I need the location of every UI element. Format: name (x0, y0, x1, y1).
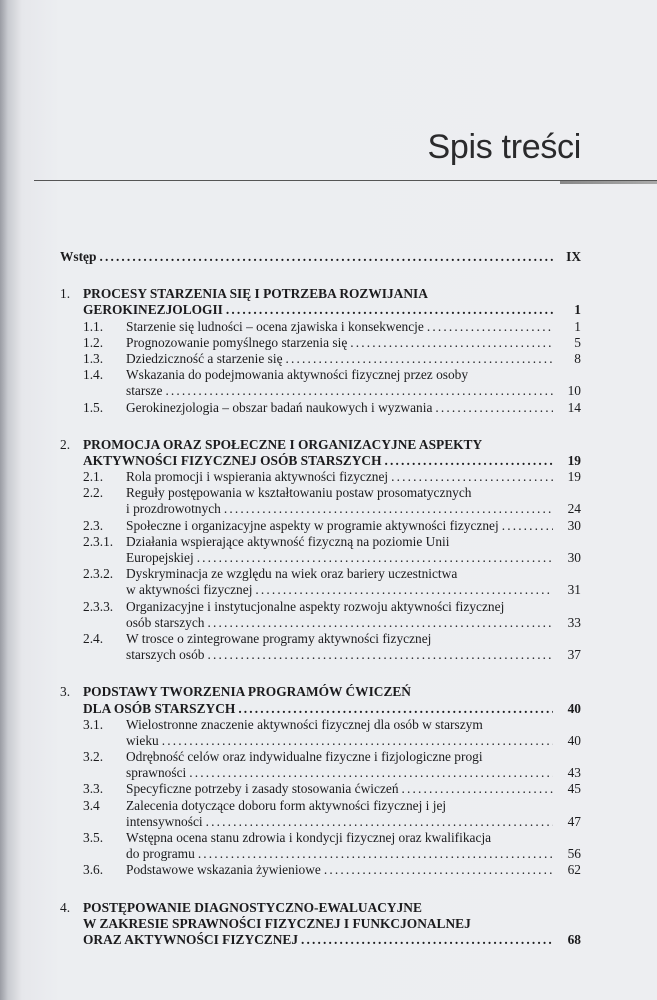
dot-leader (427, 319, 553, 335)
toc-entry-title: Europejskiej (126, 550, 194, 565)
dot-leader (197, 550, 553, 566)
toc-entry-page: 1 (574, 318, 581, 334)
toc-line (60, 566, 581, 582)
toc-entry-title: PROMOCJA ORAZ SPOŁECZNE I ORGANIZACYJNE ASPEKTY (83, 436, 483, 452)
toc-line (60, 814, 581, 830)
dot-leader (207, 615, 553, 631)
toc-entry-title: Działania wspierające aktywność fizyczną na poziomie Unii (126, 533, 450, 549)
toc-entry-number: 2.2. (83, 485, 104, 501)
toc-entry-number (83, 550, 126, 566)
toc-entry-title: do programu (126, 846, 195, 862)
toc-line (60, 286, 581, 302)
dot-leader (255, 582, 553, 598)
toc-entry-number: 1.4. (83, 367, 104, 383)
dot-leader (224, 501, 553, 517)
toc-entry-title: Organizacyjne i instytucjonalne aspekty rozwoju aktywności fizycznej (126, 598, 505, 614)
title-rule-accent (560, 181, 657, 184)
toc-entry-title: intensywności (126, 813, 203, 829)
toc-entry-page: 14 (567, 399, 581, 415)
toc-entry-number: 1.3. (83, 350, 104, 366)
toc-line (60, 400, 581, 416)
toc-entry-number (60, 916, 83, 932)
toc-entry-number (60, 932, 83, 948)
toc-entry-page: 30 (567, 550, 581, 565)
toc-entry-page: 47 (567, 813, 581, 829)
toc-line (60, 437, 581, 453)
toc-entry-title: PODSTAWY TWORZENIA PROGRAMÓW ĆWICZEŃ (83, 684, 411, 700)
toc-entry-number: 2.3. (83, 517, 104, 533)
toc-entry-title: w aktywności fizycznej (126, 582, 253, 598)
toc-entry-number: 2.3.3. (83, 598, 114, 614)
page-title: Spis treści (427, 128, 581, 166)
toc-entry-page: 33 (567, 614, 581, 630)
toc-entry-number: 3. (60, 684, 71, 700)
toc-line (60, 550, 581, 566)
toc-line (60, 631, 581, 647)
toc-entry-page: 10 (567, 383, 581, 399)
toc-entry-title: Reguły postępowania w kształtowaniu postaw prosomatycznych (126, 485, 472, 501)
toc-line (60, 367, 581, 383)
toc-entry-page: 5 (574, 334, 581, 350)
toc-line (60, 453, 581, 469)
toc-entry-number: 2.1. (83, 469, 104, 485)
dot-leader (502, 518, 553, 534)
toc-entry-page: 43 (567, 765, 581, 781)
toc-line (60, 701, 581, 717)
toc-entry-number: 3.4 (83, 797, 100, 813)
toc-entry-number: 3.3. (83, 781, 104, 797)
toc-line (60, 846, 581, 862)
toc-entry-title: Wskazania do podejmowania aktywności fizycznej przez osoby (126, 367, 469, 383)
toc-entry-page: 37 (567, 647, 581, 663)
toc-entry-page: 40 (567, 700, 581, 716)
toc-entry-title: Zalecenia dotyczące doboru form aktywności fizycznej i jej (126, 797, 447, 813)
toc-entry-title: wieku (126, 732, 159, 748)
toc-entry-title: DLA OSÓB STARSZYCH (83, 700, 236, 716)
toc-entry-number (60, 453, 83, 469)
table-of-contents (60, 249, 581, 969)
toc-entry-number (83, 846, 126, 862)
toc-line (60, 599, 581, 615)
toc-entry-number: 3.1. (83, 716, 104, 732)
dot-leader (99, 249, 553, 265)
dot-leader (350, 335, 553, 351)
toc-line (60, 582, 581, 598)
toc-line (60, 717, 581, 733)
toc-line (60, 302, 581, 318)
dot-leader (286, 351, 553, 367)
toc-line (60, 798, 581, 814)
toc-intro (60, 249, 581, 265)
toc-entry-page: 62 (567, 862, 581, 878)
toc-entry-title: ORAZ AKTYWNOŚCI FIZYCZNEJ (83, 931, 299, 947)
toc-entry-page: 19 (567, 469, 581, 485)
dot-leader (206, 814, 553, 830)
toc-chapter-1 (60, 286, 581, 416)
toc-entry-title: W ZAKRESIE SPRAWNOŚCI FIZYCZNEJ I FUNKCJONALNEJ (83, 915, 471, 931)
toc-entry-number (83, 582, 126, 598)
toc-entry-number (83, 647, 126, 663)
toc-entry-number: 3.2. (83, 749, 104, 765)
toc-entry-page: 31 (567, 582, 581, 598)
toc-entry-title: Podstawowe wskazania żywieniowe (126, 862, 321, 878)
toc-entry-title: sprawności (126, 765, 187, 781)
toc-entry-title: starszych osób (126, 647, 205, 663)
toc-line (60, 351, 581, 367)
toc-entry-title: GEROKINEZJOLOGII (83, 302, 223, 318)
toc-line (60, 485, 581, 501)
toc-entry-number (83, 615, 126, 631)
toc-line (60, 383, 581, 399)
toc-entry-number (83, 501, 126, 517)
toc-line (60, 830, 581, 846)
toc-entry-title: Wstęp (60, 249, 97, 264)
toc-entry-number (83, 733, 126, 749)
toc-line (60, 932, 581, 948)
toc-line (60, 733, 581, 749)
toc-entry-number: 1.2. (83, 334, 104, 350)
toc-entry-page: 68 (567, 931, 581, 947)
toc-entry-number: 1.1. (83, 318, 104, 334)
toc-entry-number (83, 765, 126, 781)
toc-entry-number: 2. (60, 436, 71, 452)
toc-line (60, 765, 581, 781)
toc-chapter-3 (60, 684, 581, 878)
toc-entry-title: Odrębność celów oraz indywidualne fizyczne i fizjologiczne progi (126, 749, 483, 765)
toc-line (60, 781, 581, 797)
toc-entry-number: 2.3.2. (83, 566, 114, 582)
toc-entry-title: Specyficzne potrzeby i zasady stosowania ćwiczeń (126, 781, 399, 797)
dot-leader (207, 647, 553, 663)
toc-entry-page: 24 (567, 501, 581, 517)
dot-leader (198, 846, 553, 862)
dot-leader (189, 765, 553, 781)
toc-entry-title: Wielostronne znaczenie aktywności fizycznej dla osób w starszym (126, 716, 483, 732)
dot-leader (301, 932, 553, 948)
toc-line (60, 749, 581, 765)
toc-line (60, 647, 581, 663)
toc-line (60, 862, 581, 878)
toc-entry-page: 8 (574, 350, 581, 366)
toc-line (60, 916, 581, 932)
toc-line (60, 501, 581, 517)
dot-leader (385, 453, 554, 469)
toc-entry-title: Wstępna ocena stanu zdrowia i kondycji fizycznej oraz kwalifikacja (126, 830, 492, 845)
toc-entry-page: 30 (567, 517, 581, 533)
toc-entry-number (60, 302, 83, 318)
dot-leader (435, 400, 553, 416)
toc-line (60, 534, 581, 550)
toc-entry-title: starsze (126, 383, 163, 399)
toc-line (60, 684, 581, 700)
dot-leader (324, 862, 553, 878)
toc-entry-number (83, 383, 126, 399)
toc-line (60, 335, 581, 351)
toc-entry-title: Prognozowanie pomyślnego starzenia się (126, 334, 348, 350)
dot-leader (391, 469, 553, 485)
toc-entry-page: 1 (574, 302, 581, 318)
dot-leader (165, 383, 553, 399)
toc-entry-number: 2.4. (83, 630, 104, 646)
toc-entry-number (83, 814, 126, 830)
toc-entry-title: W trosce o zintegrowane programy aktywności fizycznej (126, 630, 432, 646)
toc-entry-number: 1.5. (83, 399, 104, 415)
toc-entry-title: i prozdrowotnych (126, 501, 221, 517)
toc-entry-title: Dziedziczność a starzenie się (126, 350, 283, 366)
toc-entry-title: AKTYWNOŚCI FIZYCZNEJ OSÓB STARSZYCH (83, 452, 382, 468)
toc-chapter-4 (60, 900, 581, 949)
dot-leader (402, 781, 553, 797)
toc-entry-page: IX (566, 249, 581, 264)
toc-line (60, 319, 581, 335)
toc-entry-title: osób starszych (126, 614, 205, 630)
toc-entry-page: 19 (567, 452, 581, 468)
toc-entry-title: Społeczne i organizacyjne aspekty w programie aktywności fizycznej (126, 517, 499, 533)
toc-line (60, 900, 581, 916)
toc-line (60, 518, 581, 534)
toc-entry-number: 3.5. (83, 830, 104, 845)
dot-leader (162, 733, 553, 749)
toc-chapter-2 (60, 437, 581, 664)
toc-entry-title: PROCESY STARZENIA SIĘ I POTRZEBA ROZWIJANIA (83, 286, 428, 302)
toc-entry-title: Dyskryminacja ze względu na wiek oraz bariery uczestnictwa (126, 566, 458, 582)
toc-entry-title: Starzenie się ludności – ocena zjawiska i konsekwencje (126, 318, 424, 334)
dot-leader (226, 302, 553, 318)
dot-leader (238, 701, 553, 717)
toc-entry-number (60, 701, 83, 717)
toc-line (60, 615, 581, 631)
toc-entry-page: 56 (567, 846, 581, 862)
toc-entry-number: 2.3.1. (83, 533, 114, 549)
toc-entry-title: Gerokinezjologia – obszar badań naukowych i wyzwania (126, 399, 433, 415)
toc-entry-page: 40 (567, 732, 581, 748)
toc-entry-page: 45 (567, 781, 581, 797)
toc-line (60, 469, 581, 485)
toc-entry-title: POSTĘPOWANIE DIAGNOSTYCZNO-EWALUACYJNE (83, 899, 422, 915)
toc-entry-number: 1. (60, 286, 71, 302)
toc-entry-number: 3.6. (83, 862, 104, 878)
toc-entry-title: Rola promocji i wspierania aktywności fizycznej (126, 469, 389, 485)
toc-entry-number: 4. (60, 899, 71, 915)
